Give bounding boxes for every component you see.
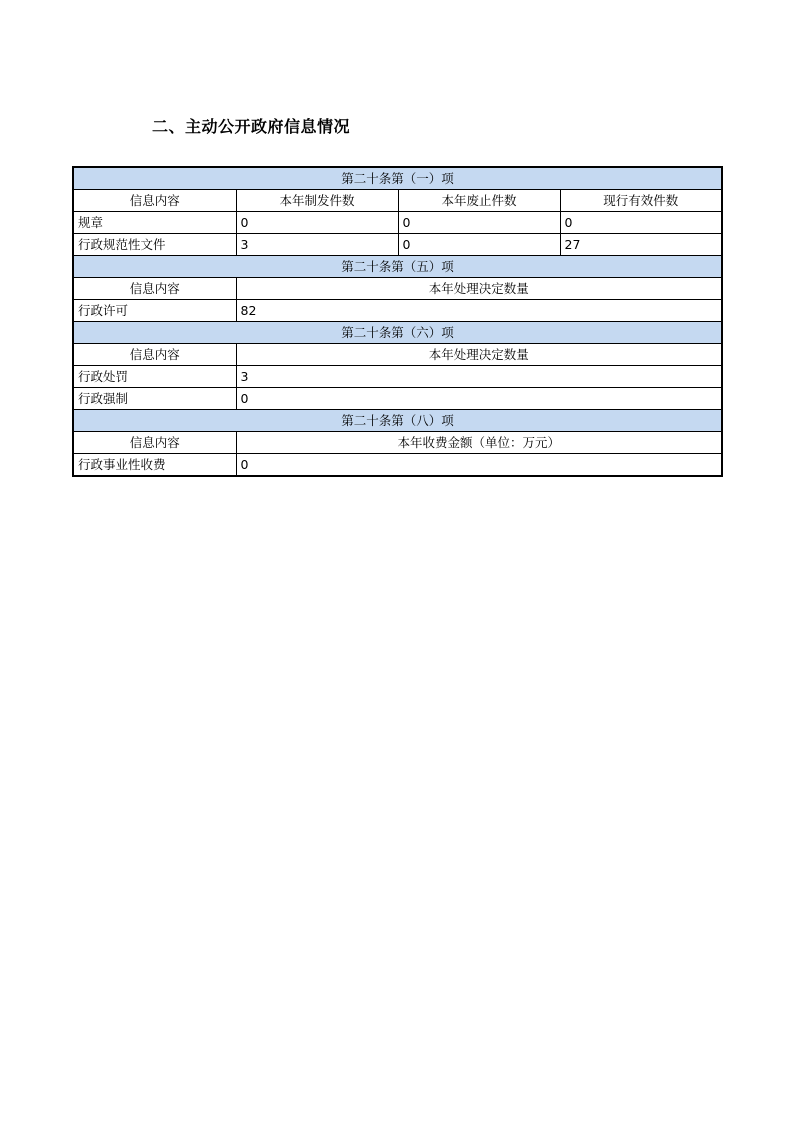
column-header: 本年处理决定数量	[236, 344, 722, 366]
table-row	[73, 300, 722, 322]
column-header: 信息内容	[73, 190, 236, 212]
cell-value: 0	[236, 388, 722, 410]
cell-value: 3	[236, 366, 722, 388]
row-label: 行政强制	[73, 388, 236, 410]
cell-value: 0	[236, 454, 722, 477]
section-title-row	[73, 167, 722, 190]
cell-value: 27	[560, 234, 722, 256]
column-header: 信息内容	[73, 344, 236, 366]
column-header: 信息内容	[73, 278, 236, 300]
section-title-row	[73, 410, 722, 432]
cell-value: 0	[398, 212, 560, 234]
column-header: 本年收费金额（单位：万元）	[236, 432, 722, 454]
cell-value: 0	[236, 212, 398, 234]
column-header: 本年处理决定数量	[236, 278, 722, 300]
table-row	[73, 388, 722, 410]
row-label: 规章	[73, 212, 236, 234]
cell-value: 82	[236, 300, 722, 322]
row-label: 行政规范性文件	[73, 234, 236, 256]
government-info-table	[72, 166, 723, 477]
header-row	[73, 278, 722, 300]
cell-value: 0	[398, 234, 560, 256]
column-header: 信息内容	[73, 432, 236, 454]
row-label: 行政许可	[73, 300, 236, 322]
table-row	[73, 234, 722, 256]
section-title-row	[73, 322, 722, 344]
column-header: 本年废止件数	[398, 190, 560, 212]
section-title: 第二十条第（一）项	[73, 167, 722, 190]
table-row	[73, 454, 722, 477]
section-title: 第二十条第（六）项	[73, 322, 722, 344]
section-title: 第二十条第（五）项	[73, 256, 722, 278]
section-title-row	[73, 256, 722, 278]
header-row	[73, 190, 722, 212]
cell-value: 3	[236, 234, 398, 256]
column-header: 现行有效件数	[560, 190, 722, 212]
table-row	[73, 212, 722, 234]
section-heading: 二、主动公开政府信息情况	[152, 117, 351, 136]
row-label: 行政事业性收费	[73, 454, 236, 477]
header-row	[73, 432, 722, 454]
section-title: 第二十条第（八）项	[73, 410, 722, 432]
column-header: 本年制发件数	[236, 190, 398, 212]
header-row	[73, 344, 722, 366]
table-row	[73, 366, 722, 388]
row-label: 行政处罚	[73, 366, 236, 388]
cell-value: 0	[560, 212, 722, 234]
